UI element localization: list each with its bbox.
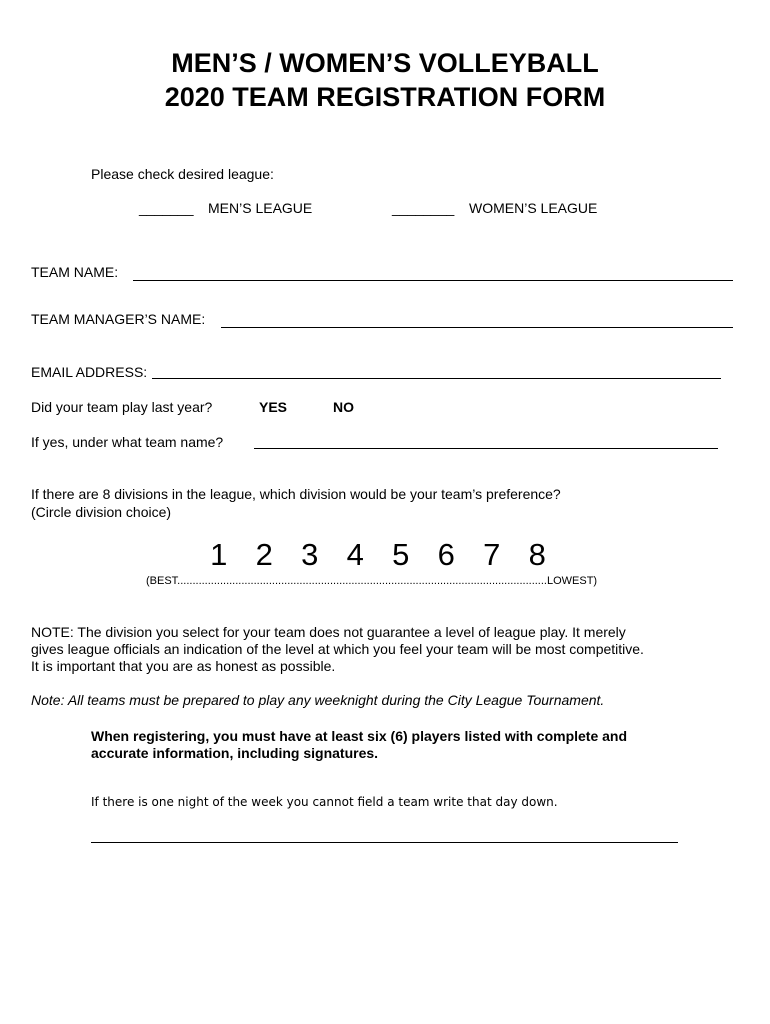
division-choice-8[interactable]: 8 bbox=[528, 537, 546, 572]
mens-league-blank[interactable]: _______ bbox=[139, 200, 194, 216]
division-choice-3[interactable]: 3 bbox=[301, 537, 319, 572]
night-field[interactable] bbox=[91, 842, 678, 843]
note-line-1: NOTE: The division you select for your team does not guarantee a level of league play. It merely bbox=[31, 624, 626, 640]
manager-name-field[interactable] bbox=[221, 327, 733, 328]
tournament-note: Note: All teams must be prepared to play any weeknight during the City League Tournament. bbox=[31, 692, 605, 708]
previous-name-field[interactable] bbox=[254, 448, 718, 449]
email-field[interactable] bbox=[152, 378, 721, 379]
division-scale: (BEST.........................................................................................................................LOWEST) bbox=[146, 575, 598, 587]
no-option[interactable]: NO bbox=[333, 399, 354, 415]
requirement-line-2: accurate information, including signatures. bbox=[91, 745, 379, 761]
division-instruction: (Circle division choice) bbox=[31, 504, 172, 520]
played-last-year-label: Did your team play last year? bbox=[31, 399, 213, 415]
note-line-3: It is important that you are as honest as possible. bbox=[31, 658, 336, 674]
division-choice-6[interactable]: 6 bbox=[437, 537, 455, 572]
email-label: EMAIL ADDRESS: bbox=[31, 364, 148, 380]
previous-name-label: If yes, under what team name? bbox=[31, 434, 224, 450]
form-title-line1: MEN’S / WOMEN’S VOLLEYBALL bbox=[171, 48, 599, 78]
womens-league-blank[interactable]: ________ bbox=[392, 200, 455, 216]
division-choice-5[interactable]: 5 bbox=[392, 537, 410, 572]
division-choice-1[interactable]: 1 bbox=[210, 537, 228, 572]
division-choice-2[interactable]: 2 bbox=[255, 537, 273, 572]
mens-league-label: MEN’S LEAGUE bbox=[208, 200, 313, 216]
division-choices bbox=[196, 537, 560, 573]
form-title-line2: 2020 TEAM REGISTRATION FORM bbox=[164, 82, 606, 112]
requirement-line-1: When registering, you must have at least six (6) players listed with complete and bbox=[91, 728, 628, 744]
yes-option[interactable]: YES bbox=[259, 399, 288, 415]
team-name-field[interactable] bbox=[133, 280, 733, 281]
night-instruction: If there is one night of the week you cannot field a team write that day down. bbox=[91, 795, 558, 809]
league-prompt: Please check desired league: bbox=[91, 166, 274, 182]
division-choice-7[interactable]: 7 bbox=[483, 537, 501, 572]
manager-name-label: TEAM MANAGER’S NAME: bbox=[31, 311, 206, 327]
womens-league-label: WOMEN’S LEAGUE bbox=[469, 200, 598, 216]
note-line-2: gives league officials an indication of the level at which you feel your team will be most competitive. bbox=[31, 641, 644, 657]
division-question: If there are 8 divisions in the league, which division would be your team’s preference? bbox=[31, 486, 561, 502]
division-choice-4[interactable]: 4 bbox=[346, 537, 364, 572]
team-name-label: TEAM NAME: bbox=[31, 264, 119, 280]
